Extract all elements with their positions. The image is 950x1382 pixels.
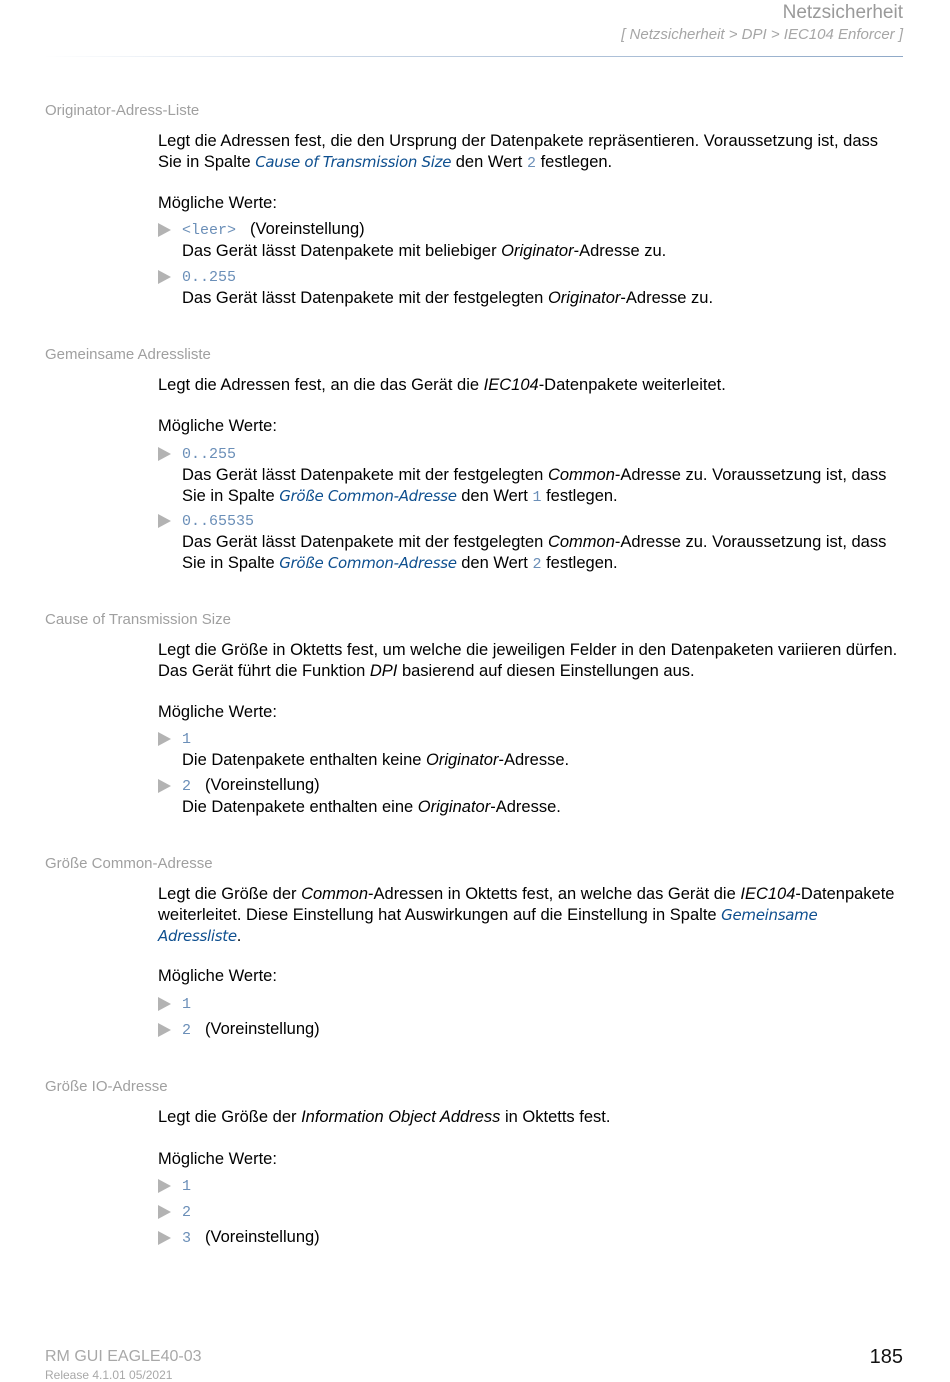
triangle-bullet-icon (158, 514, 171, 528)
possible-values-label: Mögliche Werte: (158, 1150, 277, 1168)
list-item: 0..255 Das Gerät lässt Datenpakete mit der festgelegten Originator-Adresse zu. (158, 266, 903, 309)
value-literal: 1 (182, 996, 192, 1013)
cross-reference-link[interactable]: Größe Common-Adresse (279, 554, 457, 572)
triangle-bullet-icon (158, 732, 171, 746)
possible-values-label: Mögliche Werte: (158, 417, 277, 435)
default-marker: (Voreinstellung) (250, 220, 365, 238)
triangle-bullet-icon (158, 1023, 171, 1037)
triangle-bullet-icon (158, 223, 171, 237)
list-item (158, 993, 903, 1015)
inline-value: 2 (526, 155, 536, 172)
inline-value: 2 (532, 556, 542, 573)
value-literal: 1 (182, 731, 192, 748)
triangle-bullet-icon (158, 447, 171, 461)
section-description: Legt die Adressen fest, an die das Gerät die IEC104-Datenpakete weiterleitet. (158, 376, 726, 394)
triangle-bullet-icon (158, 779, 171, 793)
value-literal: 1 (182, 1178, 192, 1195)
cross-reference-link[interactable]: Cause of Transmission Size (255, 153, 452, 171)
value-literal: 2 (182, 778, 192, 795)
triangle-bullet-icon (158, 1179, 171, 1193)
value-literal: 0..65535 (182, 513, 255, 530)
footer-document-id: RM GUI EAGLE40-03 (45, 1348, 202, 1365)
list-item: 0..255 Das Gerät lässt Datenpakete mit der festgelegten Common-Adresse zu. Voraussetzung ist, dass Sie in Spalte Größe Common-Adresse den Wert 1 festlegen. (158, 443, 903, 508)
value-literal: 2 (182, 1022, 192, 1039)
section-title-originator: Originator-Adress-Liste (45, 102, 200, 119)
list-item: 2 (Voreinstellung) Die Datenpakete enthalten eine Originator-Adresse. (158, 775, 903, 818)
list-item: 0..65535 Das Gerät lässt Datenpakete mit der festgelegten Common-Adresse zu. Voraussetzung ist, dass Sie in Spalte Größe Common-Adresse den Wert 2 festlegen. (158, 510, 903, 575)
section-description: Legt die Größe der Information Object Address in Oktetts fest. (158, 1108, 611, 1126)
default-marker: (Voreinstellung) (205, 1228, 320, 1246)
chapter-title: Netzsicherheit (782, 2, 903, 23)
default-marker: (Voreinstellung) (205, 1020, 320, 1038)
value-literal: 0..255 (182, 269, 237, 286)
section-description: Legt die Adressen fest, die den Ursprung der Datenpakete repräsentieren. Voraussetzung ist, dass Sie in Spalte Cause of Transmission Size den Wert 2 festlegen. (158, 132, 879, 172)
value-literal: 3 (182, 1230, 192, 1247)
section-title-cot-size: Cause of Transmission Size (45, 611, 231, 628)
list-item (158, 1175, 903, 1197)
breadcrumb: [ Netzsicherheit > DPI > IEC104 Enforcer ] (621, 26, 903, 43)
triangle-bullet-icon (158, 1205, 171, 1219)
cross-reference-link[interactable]: Größe Common-Adresse (279, 487, 457, 505)
value-literal: <leer> (182, 222, 237, 239)
list-item (158, 1227, 903, 1249)
page-number: 185 (869, 1346, 903, 1368)
triangle-bullet-icon (158, 1231, 171, 1245)
cross-reference-link[interactable]: Gemeinsame Adressliste (158, 906, 818, 945)
triangle-bullet-icon (158, 997, 171, 1011)
list-item: <leer> (Voreinstellung) Das Gerät lässt Datenpakete mit beliebiger Originator-Adresse zu. (158, 219, 903, 262)
default-marker: (Voreinstellung) (205, 776, 320, 794)
inline-value: 1 (532, 489, 542, 506)
section-description: Legt die Größe in Oktetts fest, um welche die jeweiligen Felder in den Datenpaketen variieren dürfen. Das Gerät führt die Funktion DPI basierend auf diesen Einstellungen aus. (158, 641, 898, 680)
triangle-bullet-icon (158, 270, 171, 284)
header-divider (44, 56, 903, 57)
section-title-io-address-size: Größe IO-Adresse (45, 1078, 168, 1095)
section-description: Legt die Größe der Common-Adressen in Oktetts fest, an welche das Gerät die IEC104-Datenpakete weiterleitet. Diese Einstellung hat Auswirkungen auf die Einstellung in Spalte Gemeinsame Adressliste. (158, 885, 895, 945)
possible-values-label: Mögliche Werte: (158, 967, 277, 985)
possible-values-label: Mögliche Werte: (158, 194, 277, 212)
section-title-common-address-list: Gemeinsame Adressliste (45, 346, 211, 363)
value-literal: 2 (182, 1204, 192, 1221)
section-title-common-address-size: Größe Common-Adresse (45, 855, 213, 872)
possible-values-label: Mögliche Werte: (158, 703, 277, 721)
list-item: 1 Die Datenpakete enthalten keine Originator-Adresse. (158, 728, 903, 771)
list-item (158, 1201, 903, 1223)
footer-release: Release 4.1.01 05/2021 (45, 1368, 173, 1382)
value-literal: 0..255 (182, 446, 237, 463)
list-item (158, 1019, 903, 1041)
